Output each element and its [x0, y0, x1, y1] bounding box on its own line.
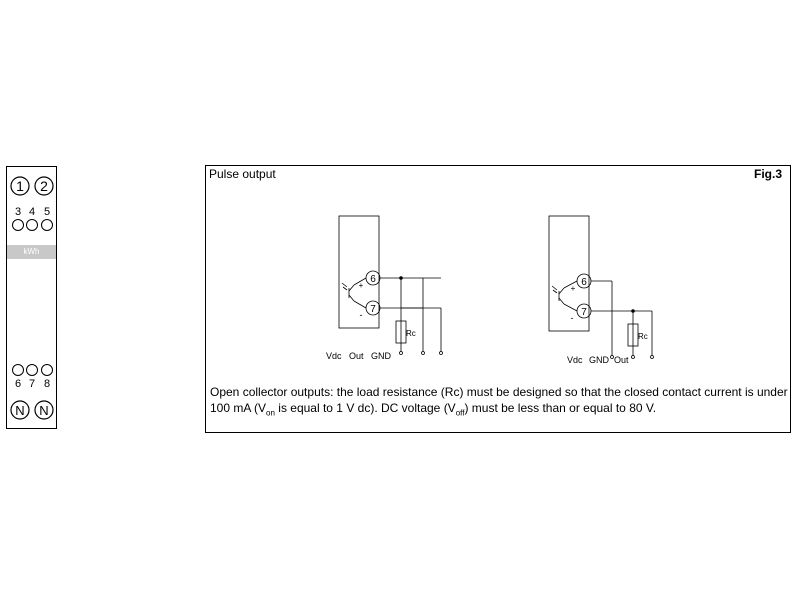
terminal-4-label: 4: [28, 206, 36, 218]
caption-sub-off: off: [455, 408, 465, 418]
right-label-out: Out: [614, 355, 629, 365]
neutral-terminal-right: [35, 401, 53, 419]
neutral-right-label: N: [39, 403, 49, 418]
caption-text-3: ) must be less than or equal to 80 V.: [464, 401, 657, 415]
terminal-1: [11, 177, 29, 195]
right-plus-sign: +: [570, 284, 576, 293]
left-transistor-emitter: [349, 295, 354, 301]
neutral-left-label: N: [15, 403, 25, 418]
terminal-3: [13, 220, 24, 231]
terminal-2-label: 2: [40, 178, 48, 194]
neutral-terminal-left: [11, 401, 29, 419]
left-circuit: [339, 216, 443, 355]
right-junction-dot: [631, 309, 635, 313]
left-resistor-label: Rc: [406, 329, 416, 338]
right-minus-sign: -: [570, 313, 574, 323]
meter-terminals: [7, 167, 58, 430]
figure-title: Pulse output: [209, 167, 276, 181]
right-terminal-7-label: 7: [581, 307, 587, 318]
right-terminal-6-label: 6: [581, 277, 587, 288]
terminal-4: [27, 220, 38, 231]
caption-sub-on: on: [266, 408, 275, 418]
meter-front-panel: [6, 166, 57, 429]
left-minus-sign: -: [359, 310, 363, 320]
terminal-8-label: 8: [43, 378, 51, 390]
terminal-2: [35, 177, 53, 195]
terminal-3-label: 3: [14, 206, 22, 218]
left-junction-dot: [399, 276, 403, 280]
left-terminal-6-label: 6: [370, 274, 376, 285]
pulse-output-figure: [205, 165, 791, 433]
right-resistor-label: Rc: [638, 332, 648, 341]
terminal-7: [27, 365, 38, 376]
terminal-7-label: 7: [28, 378, 36, 390]
figure-caption: [210, 384, 788, 421]
terminal-5-label: 5: [43, 206, 51, 218]
left-terminal-7-label: 7: [370, 304, 376, 315]
left-plus-sign: +: [358, 281, 364, 290]
terminal-8: [42, 365, 53, 376]
left-label-out: Out: [349, 351, 364, 361]
meter-kwh-label: kWh: [7, 245, 56, 259]
figure-number: Fig.3: [753, 167, 782, 181]
left-label-gnd: GND: [371, 351, 391, 361]
left-transistor-collector: [349, 285, 354, 291]
terminal-1-label: 1: [16, 178, 24, 194]
caption-text-2: is equal to 1 V dc). DC voltage (V: [274, 401, 456, 415]
left-label-vdc: Vdc: [326, 351, 342, 361]
terminal-6: [13, 365, 24, 376]
terminal-6-label: 6: [14, 378, 22, 390]
caption-text-1: Open collector outputs: the load resistance (Rc) must be designed so that the closed contact current is under 100 mA (V: [210, 385, 788, 415]
right-label-gnd: GND: [589, 355, 609, 365]
terminal-5: [42, 220, 53, 231]
right-label-vdc: Vdc: [567, 355, 583, 365]
